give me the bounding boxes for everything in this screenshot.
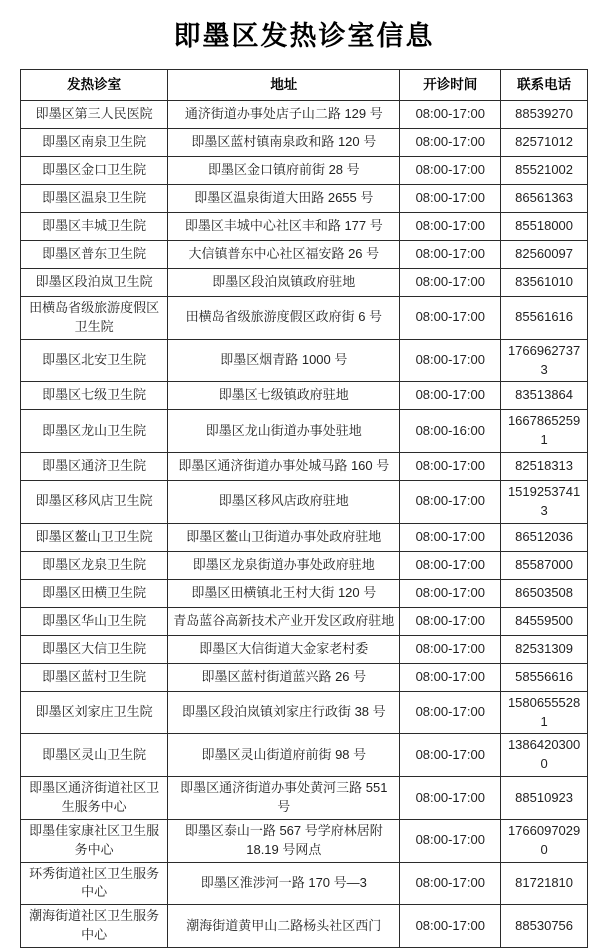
address-cell: 即墨区龙泉街道办事处政府驻地 <box>168 551 400 579</box>
opening-hours-cell: 08:00-17:00 <box>400 453 501 481</box>
clinic-name-cell: 即墨区第三人民医院 <box>21 101 168 129</box>
address-cell: 潮海街道黄甲山二路杨头社区西门 <box>168 905 400 948</box>
phone-cell: 88530756 <box>501 905 588 948</box>
address-cell: 通济街道办事处店子山二路 129 号 <box>168 101 400 129</box>
phone-cell: 83513864 <box>501 382 588 410</box>
clinic-name-cell: 即墨区段泊岚卫生院 <box>21 269 168 297</box>
clinic-name-cell: 即墨区七级卫生院 <box>21 382 168 410</box>
table-row <box>21 862 588 905</box>
phone-cell: 83561010 <box>501 269 588 297</box>
phone-cell: 82571012 <box>501 129 588 157</box>
opening-hours-cell: 08:00-17:00 <box>400 579 501 607</box>
phone-cell: 16678652591 <box>501 410 588 453</box>
phone-cell: 13864203000 <box>501 734 588 777</box>
opening-hours-cell: 08:00-17:00 <box>400 481 501 524</box>
phone-cell: 15806555281 <box>501 691 588 734</box>
phone-cell: 82560097 <box>501 241 588 269</box>
address-cell: 即墨区金口镇府前街 28 号 <box>168 157 400 185</box>
phone-cell: 85521002 <box>501 157 588 185</box>
table-row <box>21 269 588 297</box>
address-cell: 即墨区七级镇政府驻地 <box>168 382 400 410</box>
opening-hours-cell: 08:00-16:00 <box>400 410 501 453</box>
opening-hours-cell: 08:00-17:00 <box>400 635 501 663</box>
table-row <box>21 129 588 157</box>
address-cell: 田横岛省级旅游度假区政府街 6 号 <box>168 297 400 340</box>
address-cell: 即墨区温泉街道大田路 2655 号 <box>168 185 400 213</box>
clinic-name-cell: 即墨区普东卫生院 <box>21 241 168 269</box>
phone-cell: 17669627373 <box>501 339 588 382</box>
opening-hours-cell: 08:00-17:00 <box>400 157 501 185</box>
header-address: 地址 <box>168 70 400 101</box>
phone-cell: 81721810 <box>501 862 588 905</box>
address-cell: 即墨区丰城中心社区丰和路 177 号 <box>168 213 400 241</box>
phone-cell: 86512036 <box>501 523 588 551</box>
table-row <box>21 607 588 635</box>
phone-cell: 88539270 <box>501 101 588 129</box>
address-cell: 即墨区田横镇北王村大街 120 号 <box>168 579 400 607</box>
opening-hours-cell: 08:00-17:00 <box>400 819 501 862</box>
table-row <box>21 213 588 241</box>
table-row <box>21 551 588 579</box>
table-header-row <box>21 70 588 101</box>
table-row <box>21 241 588 269</box>
clinic-name-cell: 即墨佳家康社区卫生服务中心 <box>21 819 168 862</box>
header-clinic-name: 发热诊室 <box>21 70 168 101</box>
table-body <box>21 101 588 948</box>
phone-cell: 88510923 <box>501 777 588 820</box>
table-row <box>21 579 588 607</box>
address-cell: 即墨区大信街道大金家老村委 <box>168 635 400 663</box>
clinic-name-cell: 即墨区龙泉卫生院 <box>21 551 168 579</box>
clinic-name-cell: 即墨区鳌山卫卫生院 <box>21 523 168 551</box>
address-cell: 大信镇普东中心社区福安路 26 号 <box>168 241 400 269</box>
phone-cell: 82531309 <box>501 635 588 663</box>
opening-hours-cell: 08:00-17:00 <box>400 862 501 905</box>
opening-hours-cell: 08:00-17:00 <box>400 185 501 213</box>
table-row <box>21 523 588 551</box>
opening-hours-cell: 08:00-17:00 <box>400 269 501 297</box>
clinic-name-cell: 即墨区北安卫生院 <box>21 339 168 382</box>
phone-cell: 82518313 <box>501 453 588 481</box>
table-row <box>21 339 588 382</box>
address-cell: 即墨区段泊岚镇政府驻地 <box>168 269 400 297</box>
opening-hours-cell: 08:00-17:00 <box>400 734 501 777</box>
clinic-name-cell: 即墨区通济街道社区卫生服务中心 <box>21 777 168 820</box>
clinic-name-cell: 即墨区灵山卫生院 <box>21 734 168 777</box>
table-row <box>21 185 588 213</box>
address-cell: 即墨区通济街道办事处黄河三路 551 号 <box>168 777 400 820</box>
table-row <box>21 101 588 129</box>
table-row <box>21 777 588 820</box>
address-cell: 即墨区鳌山卫街道办事处政府驻地 <box>168 523 400 551</box>
address-cell: 即墨区烟青路 1000 号 <box>168 339 400 382</box>
address-cell: 青岛蓝谷高新技术产业开发区政府驻地 <box>168 607 400 635</box>
opening-hours-cell: 08:00-17:00 <box>400 663 501 691</box>
clinic-name-cell: 即墨区刘家庄卫生院 <box>21 691 168 734</box>
opening-hours-cell: 08:00-17:00 <box>400 607 501 635</box>
clinic-name-cell: 即墨区温泉卫生院 <box>21 185 168 213</box>
fever-clinic-table <box>20 69 588 948</box>
table-row <box>21 819 588 862</box>
clinic-name-cell: 环秀街道社区卫生服务中心 <box>21 862 168 905</box>
phone-cell: 85561616 <box>501 297 588 340</box>
opening-hours-cell: 08:00-17:00 <box>400 382 501 410</box>
opening-hours-cell: 08:00-17:00 <box>400 297 501 340</box>
phone-cell: 17660970290 <box>501 819 588 862</box>
clinic-name-cell: 即墨区金口卫生院 <box>21 157 168 185</box>
address-cell: 即墨区移风店政府驻地 <box>168 481 400 524</box>
address-cell: 即墨区淮涉河一路 170 号—3 <box>168 862 400 905</box>
address-cell: 即墨区龙山街道办事处驻地 <box>168 410 400 453</box>
table-row <box>21 635 588 663</box>
header-phone: 联系电话 <box>501 70 588 101</box>
table-row <box>21 157 588 185</box>
table-row <box>21 453 588 481</box>
table-row <box>21 297 588 340</box>
opening-hours-cell: 08:00-17:00 <box>400 523 501 551</box>
table-row <box>21 481 588 524</box>
phone-cell: 85518000 <box>501 213 588 241</box>
opening-hours-cell: 08:00-17:00 <box>400 101 501 129</box>
table-row <box>21 905 588 948</box>
clinic-name-cell: 即墨区龙山卫生院 <box>21 410 168 453</box>
address-cell: 即墨区通济街道办事处城马路 160 号 <box>168 453 400 481</box>
opening-hours-cell: 08:00-17:00 <box>400 129 501 157</box>
table-row <box>21 410 588 453</box>
address-cell: 即墨区灵山街道府前街 98 号 <box>168 734 400 777</box>
table-row <box>21 382 588 410</box>
clinic-name-cell: 即墨区华山卫生院 <box>21 607 168 635</box>
opening-hours-cell: 08:00-17:00 <box>400 241 501 269</box>
address-cell: 即墨区泰山一路 567 号学府林居附 18.19 号网点 <box>168 819 400 862</box>
opening-hours-cell: 08:00-17:00 <box>400 777 501 820</box>
opening-hours-cell: 08:00-17:00 <box>400 551 501 579</box>
clinic-name-cell: 即墨区丰城卫生院 <box>21 213 168 241</box>
clinic-name-cell: 即墨区大信卫生院 <box>21 635 168 663</box>
table-row <box>21 691 588 734</box>
opening-hours-cell: 08:00-17:00 <box>400 691 501 734</box>
table-row <box>21 734 588 777</box>
address-cell: 即墨区蓝村街道蓝兴路 26 号 <box>168 663 400 691</box>
clinic-name-cell: 即墨区南泉卫生院 <box>21 129 168 157</box>
clinic-name-cell: 即墨区通济卫生院 <box>21 453 168 481</box>
table-row <box>21 663 588 691</box>
phone-cell: 58556616 <box>501 663 588 691</box>
clinic-name-cell: 即墨区田横卫生院 <box>21 579 168 607</box>
opening-hours-cell: 08:00-17:00 <box>400 339 501 382</box>
clinic-name-cell: 田横岛省级旅游度假区卫生院 <box>21 297 168 340</box>
phone-cell: 86503508 <box>501 579 588 607</box>
header-opening-hours: 开诊时间 <box>400 70 501 101</box>
clinic-name-cell: 即墨区移风店卫生院 <box>21 481 168 524</box>
page-title: 即墨区发热诊室信息 <box>173 21 435 51</box>
opening-hours-cell: 08:00-17:00 <box>400 905 501 948</box>
address-cell: 即墨区蓝村镇南泉政和路 120 号 <box>168 129 400 157</box>
clinic-name-cell: 即墨区蓝村卫生院 <box>21 663 168 691</box>
phone-cell: 86561363 <box>501 185 588 213</box>
address-cell: 即墨区段泊岚镇刘家庄行政街 38 号 <box>168 691 400 734</box>
clinic-name-cell: 潮海街道社区卫生服务中心 <box>21 905 168 948</box>
phone-cell: 84559500 <box>501 607 588 635</box>
phone-cell: 85587000 <box>501 551 588 579</box>
phone-cell: 15192537413 <box>501 481 588 524</box>
opening-hours-cell: 08:00-17:00 <box>400 213 501 241</box>
